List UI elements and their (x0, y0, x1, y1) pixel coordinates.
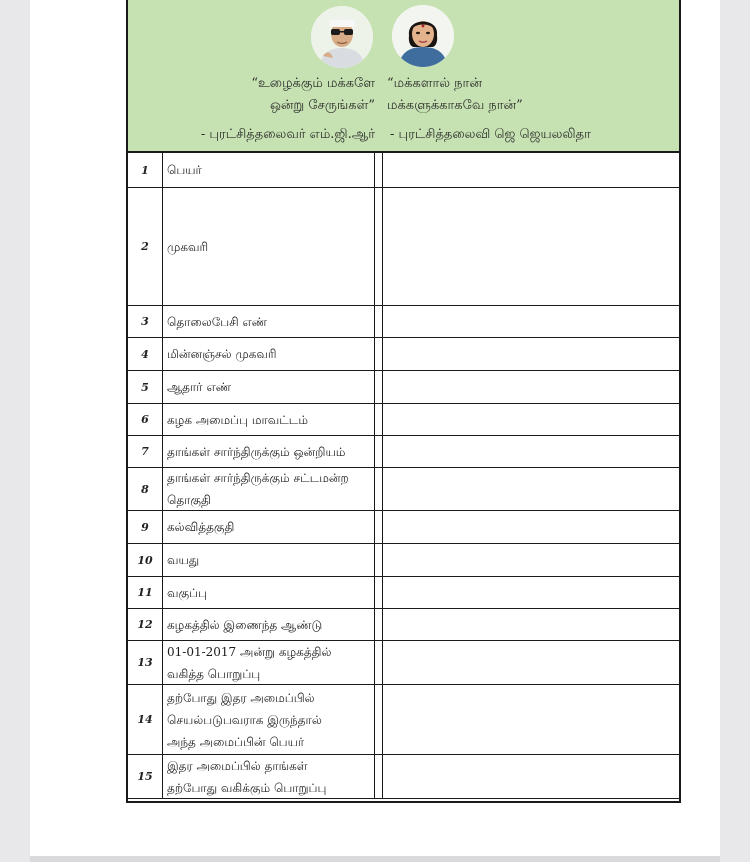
field-label-text (167, 614, 322, 636)
field-label-text (167, 409, 308, 431)
field-label-text (167, 516, 234, 538)
field-label-line: முகவரி (167, 239, 209, 254)
field-separator (376, 577, 383, 608)
field-separator (376, 188, 383, 305)
field-row (128, 371, 679, 404)
left-quote-line1: “உழைக்கும் மக்களே (251, 76, 375, 91)
field-row (128, 685, 679, 755)
field-row (128, 468, 679, 511)
field-number: 11 (128, 577, 163, 608)
field-number: 3 (128, 306, 163, 337)
field-label (163, 306, 375, 337)
field-number: 13 (128, 641, 163, 684)
page-bottom-edge (30, 856, 720, 862)
field-label (163, 468, 375, 510)
field-label (163, 511, 375, 543)
left-signature: - புரட்சித்தலைவர் எம்.ஜி.ஆர் (200, 127, 375, 142)
field-value-cell[interactable] (383, 188, 679, 305)
field-label-line: இதர அமைப்பில் தாங்கள் (167, 758, 308, 773)
field-label-line: தொகுதி (167, 493, 211, 507)
field-separator (376, 755, 383, 798)
field-label-line: பெயர் (167, 163, 202, 177)
field-row (128, 306, 679, 338)
field-label-line: தொலைபேசி எண் (167, 314, 268, 329)
man-portrait-icon (311, 6, 373, 68)
field-label (163, 609, 375, 640)
field-row (128, 153, 679, 188)
field-label (163, 755, 375, 798)
field-row (128, 511, 679, 544)
field-number: 15 (128, 755, 163, 798)
field-value-cell[interactable] (383, 371, 679, 403)
field-label (163, 641, 375, 684)
field-value-cell[interactable] (383, 338, 679, 370)
field-label-line: 01-01-2017 அன்று கழகத்தில் (167, 644, 332, 659)
field-value-cell[interactable] (383, 153, 679, 187)
field-row (128, 544, 679, 577)
field-value-cell[interactable] (383, 511, 679, 543)
field-row (128, 436, 679, 468)
field-number: 2 (128, 188, 163, 305)
field-label-line: கல்வித்தகுதி (167, 520, 235, 534)
field-separator (376, 404, 383, 435)
field-row (128, 188, 679, 306)
field-row (128, 338, 679, 371)
field-label-line: செயல்படுபவராக இருந்தால் (167, 712, 322, 727)
field-number: 10 (128, 544, 163, 576)
field-label-text (167, 755, 326, 799)
field-separator (376, 338, 383, 370)
portrait-right-jayalalithaa (392, 5, 454, 67)
field-separator (376, 306, 383, 337)
field-label (163, 577, 375, 608)
field-label-text (167, 376, 231, 398)
field-row (128, 755, 679, 799)
field-label-line: தாங்கள் சார்ந்திருக்கும் ஒன்றியம் (167, 444, 346, 459)
field-label (163, 436, 375, 467)
right-quote-line2: மக்களுக்காகவே நான்” (387, 98, 523, 113)
field-number: 6 (128, 404, 163, 435)
field-label-text (167, 159, 202, 181)
field-label-line: மின்னஞ்சல் முகவரி (167, 347, 277, 361)
field-label-line: வயது (167, 553, 200, 567)
left-quote (251, 73, 375, 117)
membership-form (126, 0, 681, 803)
field-row (128, 577, 679, 609)
field-number: 8 (128, 468, 163, 510)
field-number: 14 (128, 685, 163, 754)
left-quote-line2: ஒன்று சேருங்கள்” (269, 98, 375, 113)
field-value-cell[interactable] (383, 436, 679, 467)
field-label-text (167, 236, 208, 258)
field-number: 9 (128, 511, 163, 543)
field-value-cell[interactable] (383, 609, 679, 640)
right-quote-line1: “மக்களால் நான் (387, 76, 482, 91)
document-page (30, 0, 720, 856)
right-signature: - புரட்சித்தலைவி ஜெ ஜெயலலிதா (390, 127, 591, 142)
field-separator (376, 468, 383, 510)
field-separator (376, 511, 383, 543)
field-label-line: தற்போது வகிக்கும் பொறுப்பு (167, 780, 327, 795)
field-value-cell[interactable] (383, 685, 679, 754)
field-separator (376, 544, 383, 576)
field-value-cell[interactable] (383, 544, 679, 576)
field-label-text (167, 467, 349, 511)
field-value-cell[interactable] (383, 306, 679, 337)
field-number: 7 (128, 436, 163, 467)
field-label-text (167, 687, 322, 753)
woman-portrait-icon (392, 5, 454, 67)
field-label-text (167, 343, 277, 365)
right-quote (387, 73, 523, 117)
field-value-cell[interactable] (383, 468, 679, 510)
field-value-cell[interactable] (383, 641, 679, 684)
field-label-line: தாங்கள் சார்ந்திருக்கும் சட்டமன்ற (167, 471, 349, 485)
field-label (163, 371, 375, 403)
field-label-text (167, 311, 267, 333)
field-separator (376, 641, 383, 684)
field-separator (376, 153, 383, 187)
field-label-line: அந்த அமைப்பின் பெயர் (167, 734, 305, 749)
field-label-text (167, 641, 331, 685)
field-label-line: தற்போது இதர அமைப்பில் (167, 690, 315, 705)
form-header-banner (128, 0, 679, 153)
field-label (163, 685, 375, 754)
field-number: 4 (128, 338, 163, 370)
field-label-line: கழகத்தில் இணைந்த ஆண்டு (167, 617, 323, 632)
field-separator (376, 685, 383, 754)
field-label-text (167, 582, 207, 604)
field-separator (376, 371, 383, 403)
field-number: 5 (128, 371, 163, 403)
field-value-cell[interactable] (383, 755, 679, 798)
field-separator (376, 609, 383, 640)
field-label-line: கழக அமைப்பு மாவட்டம் (167, 412, 309, 427)
field-row (128, 609, 679, 641)
field-label (163, 544, 375, 576)
portrait-left-mgr (311, 6, 373, 68)
field-label (163, 188, 375, 305)
field-label-text (167, 549, 199, 571)
field-label (163, 404, 375, 435)
field-label-line: வகித்த பொறுப்பு (167, 666, 261, 681)
field-separator (376, 436, 383, 467)
field-label (163, 153, 375, 187)
field-value-cell[interactable] (383, 404, 679, 435)
field-value-cell[interactable] (383, 577, 679, 608)
field-row (128, 641, 679, 685)
field-row (128, 404, 679, 436)
field-label (163, 338, 375, 370)
field-label-line: வகுப்பு (167, 585, 207, 600)
field-number: 12 (128, 609, 163, 640)
field-label-text (167, 441, 345, 463)
field-label-line: ஆதார் எண் (167, 380, 231, 394)
field-number: 1 (128, 153, 163, 187)
